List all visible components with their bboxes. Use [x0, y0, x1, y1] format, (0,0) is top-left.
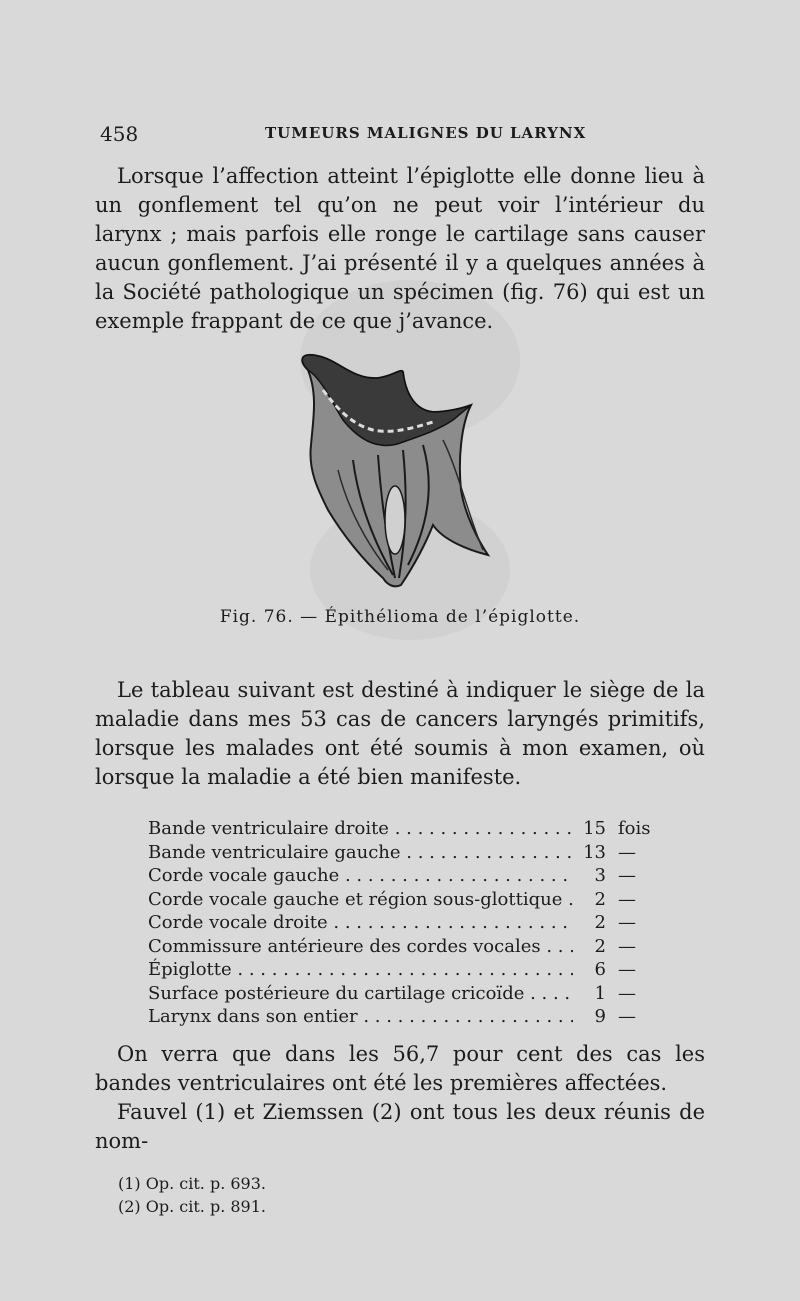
row-unit: —: [618, 1006, 636, 1027]
row-count: 1: [594, 982, 606, 1004]
footnotes: [118, 1172, 266, 1218]
row-unit: —: [618, 959, 636, 980]
paragraph-1: Lorsque l’affection atteint l’épiglotte elle donne lieu à un gonflement tel qu’on ne peut voir l’intérieur du larynx ; mais parfois elle ronge le cartilage sans causer aucun gonflement. J’ai présenté il y a quelques années à la Société pathologique un spécimen (fig. 76) qui est un exemple frappant de ce que j’avance.: [95, 164, 705, 333]
row-unit: —: [618, 935, 636, 957]
row-label: Larynx dans son entier . . .: [148, 1005, 573, 1029]
location-table: [148, 817, 668, 1029]
running-title: TUMEURS MALIGNES DU LARYNX: [265, 124, 587, 142]
row-unit: fois: [618, 818, 651, 839]
row-label: Corde vocale gauche et région sous-glottique . . .: [148, 888, 573, 912]
table-row: [148, 864, 668, 888]
row-count: 6: [594, 959, 606, 980]
table-row: [148, 935, 668, 959]
table-row: [148, 1005, 668, 1029]
row-unit: —: [618, 888, 636, 910]
row-count: 2: [594, 935, 606, 957]
table-row: [148, 817, 668, 841]
figure-caption: Fig. 76. — Épithélioma de l’épiglotte.: [219, 607, 581, 627]
footnote: (1) Op. cit. p. 693.: [118, 1174, 266, 1193]
row-label: Bande ventriculaire gauche . . .: [148, 841, 573, 865]
table-row: [148, 841, 668, 865]
row-unit: —: [618, 865, 636, 886]
footnote: (2) Op. cit. p. 891.: [118, 1197, 266, 1216]
central-fold: [385, 486, 405, 554]
paragraph-2: Le tableau suivant est destiné à indiquer le siège de la maladie dans mes 53 cas de cancers laryngés primitifs, lorsque les malades ont été soumis à mon examen, où lorsque la maladie a été bien manifeste.: [95, 678, 705, 789]
page-header: [100, 122, 710, 146]
row-count: 3: [594, 865, 606, 886]
row-count: 2: [594, 888, 606, 910]
row-label: Bande ventriculaire droite . . .: [148, 817, 573, 841]
row-label: Commissure antérieure des cordes vocales . . .: [148, 935, 573, 959]
row-unit: —: [618, 912, 636, 933]
row-unit: —: [618, 982, 636, 1004]
row-label: Corde vocale droite . . .: [148, 911, 573, 935]
epiglottis-illustration: [283, 350, 493, 590]
row-count: 2: [594, 912, 606, 933]
paragraph-4: Fauvel (1) et Ziemssen (2) ont tous les deux réunis de nom-: [95, 1100, 705, 1153]
row-count: 15: [583, 818, 606, 839]
page-number: 458: [100, 122, 139, 146]
row-unit: —: [618, 841, 636, 863]
table-row: [148, 911, 668, 935]
table-row: [148, 982, 668, 1006]
row-count: 9: [594, 1006, 606, 1027]
table-row: [148, 888, 668, 912]
row-label: Corde vocale gauche . . .: [148, 864, 573, 888]
row-count: 13: [583, 841, 606, 863]
table-row: [148, 958, 668, 982]
paragraph-3: On verra que dans les 56,7 pour cent des cas les bandes ventriculaires ont été les premières affectées.: [95, 1042, 705, 1095]
row-label: Épiglotte . . .: [148, 958, 573, 982]
row-label: Surface postérieure du cartilage cricoïde . . .: [148, 982, 573, 1006]
